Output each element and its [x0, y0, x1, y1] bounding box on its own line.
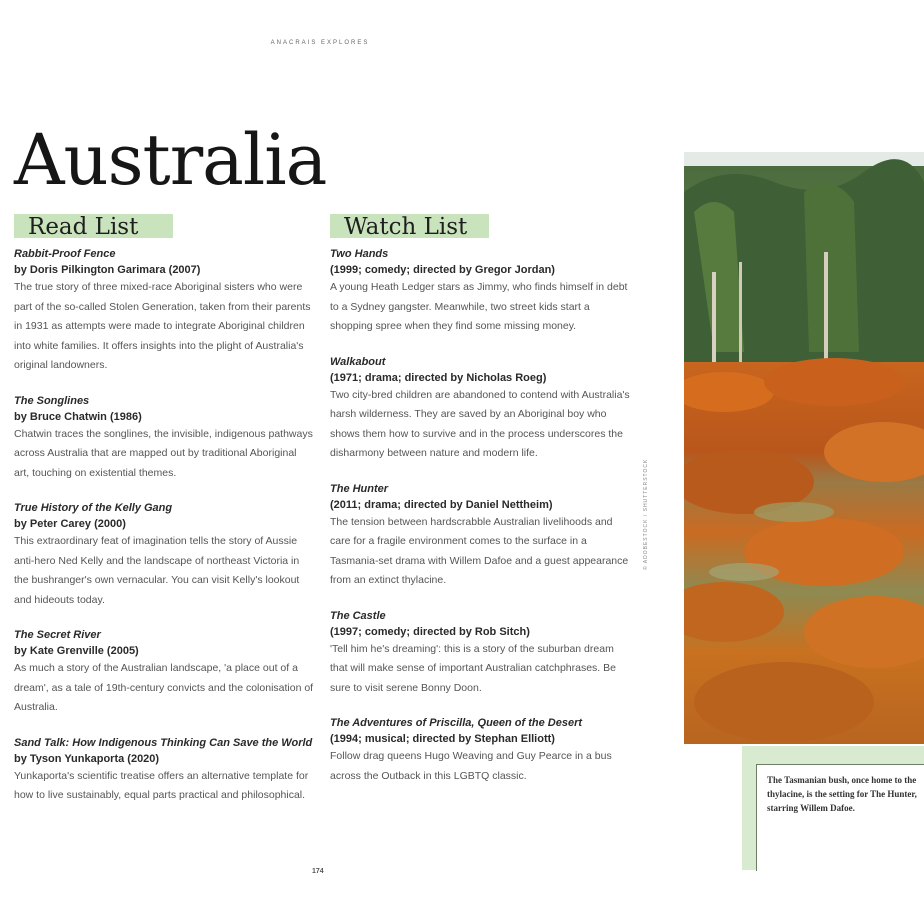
film-description: The tension between hardscrabble Australian livelihoods and care for a fragile environment comes to the surface in a Tasmania-set drama with Willem Dafoe and a guest appearance from an extinct thylacine. [330, 515, 629, 586]
page-title: Australia [14, 119, 327, 201]
page-number: 174 [312, 868, 324, 875]
read-list-item [14, 500, 314, 610]
book-description: Yunkaporta's scientific treatise offers an alternative template for how to live sustainably, equal parts practical and philosophical. [14, 769, 309, 801]
film-details: (2011; drama; directed by Daniel Nettheim) [330, 498, 553, 511]
read-list-heading: Read List [14, 214, 173, 238]
read-list-item [14, 627, 314, 718]
photo-caption: The Tasmanian bush, once home to the thylacine, is the setting for The Hunter, starring Willem Dafoe. [767, 775, 917, 813]
book-title: Sand Talk: How Indigenous Thinking Can Save the World [14, 736, 313, 749]
book-title: The Secret River [14, 629, 101, 641]
book-description: Chatwin traces the songlines, the invisible, indigenous pathways across Australia that are mapped out by traditional Aboriginal art, touching on existential themes. [14, 427, 313, 479]
watch-list-item [330, 481, 630, 591]
film-details: (1994; musical; directed by Stephan Elliott) [330, 733, 555, 745]
film-details: (1997; comedy; directed by Rob Sitch) [330, 625, 530, 638]
book-author: by Bruce Chatwin (1986) [14, 410, 142, 423]
landscape-illustration [684, 152, 924, 744]
book-title: The Songlines [14, 394, 90, 407]
book-title: Rabbit-Proof Fence [14, 248, 116, 260]
film-title: Walkabout [330, 355, 386, 368]
film-description: A young Heath Ledger stars as Jimmy, who finds himself in debt to a Sydney gangster. Meanwhile, two street kids start a shopping spree when they find some missing money. [330, 281, 628, 332]
film-description: Two city-bred children are abandoned to contend with Australia's harsh wilderness. They are saved by an Aboriginal boy who shows them how to survive and in the process underscores the disharmony between nature and modern life. [330, 388, 630, 459]
book-title: True History of the Kelly Gang [14, 502, 173, 514]
book-description: As much a story of the Australian landscape, 'a place out of a dream', as a tale of 19th-century convicts and the colonisation of Australia. [14, 662, 314, 713]
watch-list-heading: Watch List [330, 214, 489, 238]
film-title: The Adventures of Priscilla, Queen of the Desert [330, 717, 583, 729]
tasmanian-bush-photo [684, 152, 924, 744]
film-title: The Hunter [330, 482, 389, 495]
caption-panel [756, 764, 924, 871]
photo-caption-box [742, 746, 924, 870]
read-list-item [14, 393, 314, 484]
film-title: The Castle [330, 609, 386, 622]
read-list-column [14, 214, 314, 823]
photo-credit: © ADOBESTOCK / SHUTTERSTOCK [643, 458, 649, 570]
watch-list-item [330, 715, 630, 786]
film-description: 'Tell him he's dreaming': this is a story of the suburban dream that will make sense of important Australian catchphrases. Be sure to visit serene Bonny Doon. [330, 642, 616, 694]
watch-list-column [330, 214, 630, 803]
book-description: The true story of three mixed-race Aboriginal sisters who were part of the so-called Stolen Generation, taken from their parents in 1931 as attempts were made to integrate Aboriginal children into white families. It offers insights into the plight of Australia's original landowners. [14, 281, 311, 371]
book-author: by Peter Carey (2000) [14, 518, 126, 530]
running-head: ANACRAIS EXPLORES [270, 40, 370, 46]
watch-list-item [330, 608, 630, 699]
book-description: This extraordinary feat of imagination tells the story of Aussie anti-hero Ned Kelly and the landscape of northeast Victoria in the bushranger's own vernacular. You can visit Kelly's lookout and hideouts today. [14, 535, 300, 606]
film-details: (1971; drama; directed by Nicholas Roeg) [330, 371, 547, 384]
book-author: by Tyson Yunkaporta (2020) [14, 752, 160, 765]
watch-list-item [330, 246, 630, 337]
film-title: Two Hands [330, 248, 389, 260]
film-details: (1999; comedy; directed by Gregor Jordan) [330, 264, 555, 276]
book-author: by Kate Grenville (2005) [14, 645, 139, 657]
watch-list-item [330, 354, 630, 464]
read-list-item [14, 735, 314, 806]
film-description: Follow drag queens Hugo Weaving and Guy Pearce in a bus across the Outback in this LGBTQ classic. [330, 750, 612, 782]
read-list-item [14, 246, 314, 376]
book-author: by Doris Pilkington Garimara (2007) [14, 264, 201, 276]
